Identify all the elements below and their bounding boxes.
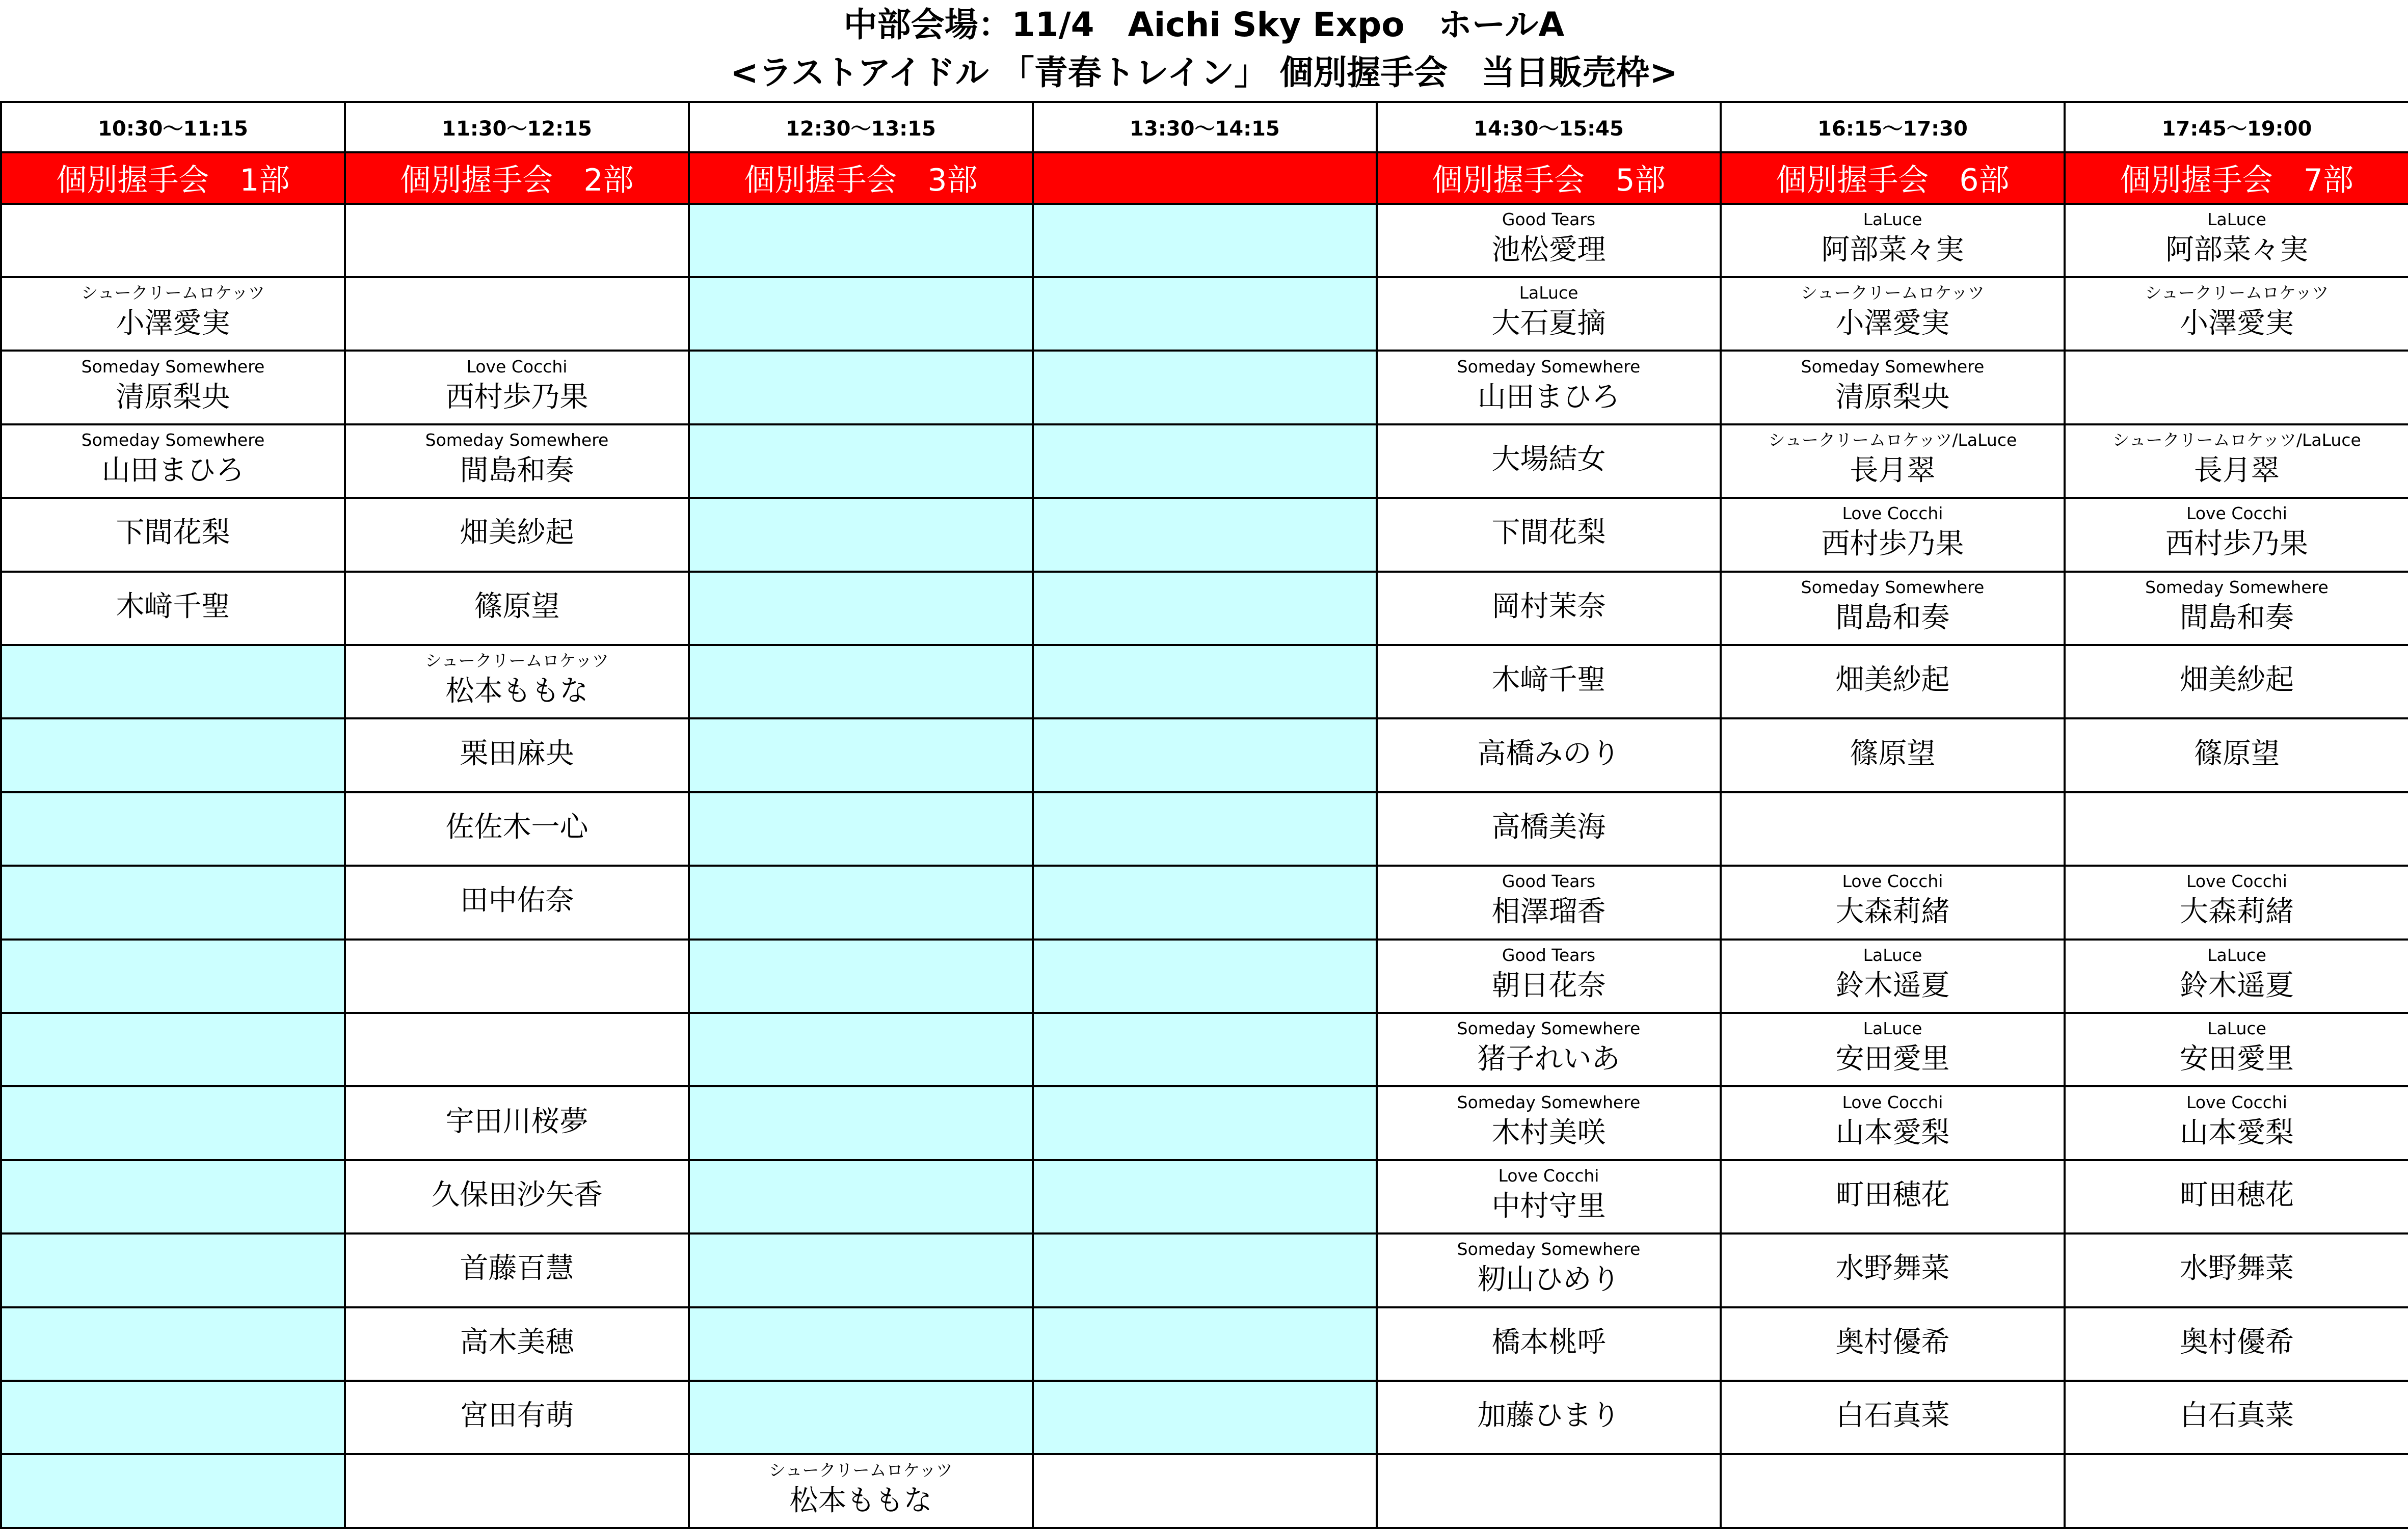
group-name: Someday Somewhere [1457,356,1641,377]
unavailable-slot-cell [1033,351,1377,424]
document-header [0,0,2408,101]
member-slot-cell [1721,351,2065,424]
member-slot-cell [1721,792,2065,866]
member-name: 間島和奏 [460,453,574,487]
group-name: Someday Somewhere [1457,1018,1641,1039]
unavailable-slot-cell [1,940,345,1013]
member-name: 久保田沙矢香 [431,1178,603,1212]
member-name: 間島和奏 [2180,601,2294,634]
unavailable-slot-cell [689,866,1033,939]
table-row [1,1013,2408,1086]
unavailable-slot-cell [689,1233,1033,1307]
member-slot-cell [2065,277,2408,351]
time-slot-header: 13:30～14:15 [1033,102,1377,152]
group-name: シュークリームロケッツ/LaLuce [1768,430,2017,450]
member-slot-cell [1721,498,2065,571]
unavailable-slot-cell [689,1307,1033,1381]
member-name: 加藤ひまり [1477,1399,1620,1433]
table-row [1,424,2408,498]
unavailable-slot-cell [689,1013,1033,1086]
member-slot-cell [1377,498,1721,571]
member-name: 猪子れいあ [1477,1042,1620,1076]
session-header [1033,152,1377,203]
member-slot-cell [1721,645,2065,718]
member-slot-cell [345,351,689,424]
group-name: Love Cocchi [1842,503,1943,524]
member-slot-cell [2065,204,2408,277]
group-name: LaLuce [1519,283,1578,303]
group-name: Love Cocchi [1842,1092,1943,1112]
time-slot-header-row [1,102,2408,152]
time-slot-header: 17:45～19:00 [2065,102,2408,152]
member-name: 下間花梨 [116,516,230,550]
member-slot-cell [1377,572,1721,645]
unavailable-slot-cell [1,1381,345,1454]
member-slot-cell [1721,277,2065,351]
table-row [1,572,2408,645]
member-slot-cell [1721,424,2065,498]
table-row [1,351,2408,424]
unavailable-slot-cell [689,351,1033,424]
page-title: 中部会場：11/4 Aichi Sky Expo ホールA [843,5,1565,44]
group-name: LaLuce [2207,945,2266,965]
table-row [1,718,2408,792]
group-name: Someday Somewhere [81,430,265,450]
member-name: 首藤百慧 [460,1252,574,1285]
member-name: 大森莉緒 [1835,895,1950,929]
group-name: Love Cocchi [1842,871,1943,892]
member-name: 長月翠 [2194,453,2280,487]
member-slot-cell [1721,204,2065,277]
member-name: 木村美咲 [1491,1116,1606,1149]
member-name: 篠原望 [474,589,560,623]
member-name: 山本愛梨 [2180,1116,2294,1149]
member-name: 町田穂花 [2180,1178,2294,1212]
member-name: 西村歩乃果 [445,380,588,414]
unavailable-slot-cell [1033,1086,1377,1160]
time-slot-header: 14:30～15:45 [1377,102,1721,152]
group-name: シュークリームロケッツ [81,283,265,303]
group-name: シュークリームロケッツ [2145,283,2329,303]
time-slot-header: 12:30～13:15 [689,102,1033,152]
member-slot-cell [2065,572,2408,645]
session-header: 個別握手会 1部 [1,152,345,203]
unavailable-slot-cell [689,940,1033,1013]
member-slot-cell [1721,1086,2065,1160]
table-row [1,940,2408,1013]
table-row [1,1160,2408,1233]
unavailable-slot-cell [689,718,1033,792]
member-slot-cell [1721,1381,2065,1454]
member-slot-cell [1,204,345,277]
unavailable-slot-cell [1,792,345,866]
member-slot-cell [345,1381,689,1454]
group-name: Someday Somewhere [425,430,609,450]
unavailable-slot-cell [689,1086,1033,1160]
member-name: 宇田川桜夢 [445,1105,588,1138]
member-slot-cell [1377,1160,1721,1233]
table-row [1,277,2408,351]
member-name: 大石夏摘 [1491,307,1606,340]
member-slot-cell [345,424,689,498]
unavailable-slot-cell [689,1160,1033,1233]
member-name: 畑美紗起 [2180,663,2294,697]
table-row [1,792,2408,866]
member-slot-cell [2065,1454,2408,1528]
member-name: 西村歩乃果 [2165,527,2308,561]
member-slot-cell [2065,498,2408,571]
group-name: Good Tears [1502,945,1596,965]
member-slot-cell [1377,204,1721,277]
member-slot-cell [1033,1454,1377,1528]
member-name: 籾山ひめり [1477,1263,1620,1297]
member-slot-cell [345,792,689,866]
group-name: LaLuce [2207,1018,2266,1039]
member-name: 水野舞菜 [2180,1252,2294,1285]
member-slot-cell [2065,1381,2408,1454]
member-slot-cell [1377,1086,1721,1160]
member-slot-cell [2065,718,2408,792]
member-name: 山田まひろ [101,453,245,487]
unavailable-slot-cell [1,1013,345,1086]
member-slot-cell [1,424,345,498]
member-name: 宮田有萌 [460,1399,574,1433]
unavailable-slot-cell [689,204,1033,277]
member-name: 佐佐木一心 [445,811,588,844]
unavailable-slot-cell [1033,1013,1377,1086]
member-name: 町田穂花 [1835,1178,1950,1212]
member-name: 白石真菜 [2180,1399,2294,1433]
handshake-schedule-table [0,101,2408,1529]
member-name: 阿部菜々実 [1821,233,1964,266]
table-row [1,498,2408,571]
unavailable-slot-cell [689,424,1033,498]
unavailable-slot-cell [1033,1160,1377,1233]
member-name: 安田愛里 [1835,1042,1950,1076]
member-slot-cell [345,940,689,1013]
member-name: 橋本桃呼 [1491,1325,1606,1359]
member-slot-cell [1377,866,1721,939]
unavailable-slot-cell [1033,1381,1377,1454]
member-slot-cell [1377,1381,1721,1454]
member-slot-cell [2065,792,2408,866]
table-row [1,1381,2408,1454]
group-name: Someday Somewhere [1457,1092,1641,1112]
unavailable-slot-cell [1033,792,1377,866]
member-name: 畑美紗起 [1835,663,1950,697]
table-row [1,204,2408,277]
session-header-row [1,152,2408,203]
group-name: Love Cocchi [2186,503,2287,524]
member-slot-cell [2065,1233,2408,1307]
member-slot-cell [1377,1307,1721,1381]
member-slot-cell [345,1233,689,1307]
member-name: 奥村優希 [1835,1325,1950,1359]
member-name: 長月翠 [1850,453,1936,487]
member-name: 水野舞菜 [1835,1252,1950,1285]
member-slot-cell [1377,424,1721,498]
member-slot-cell [1721,1454,2065,1528]
member-slot-cell [1,498,345,571]
unavailable-slot-cell [689,645,1033,718]
unavailable-slot-cell [1,645,345,718]
member-name: 木﨑千聖 [116,589,230,623]
group-name: Someday Somewhere [1801,356,1985,377]
unavailable-slot-cell [1033,498,1377,571]
member-slot-cell [689,1454,1033,1528]
member-name: 松本ももな [789,1484,932,1517]
session-header: 個別握手会 7部 [2065,152,2408,203]
member-name: 池松愛理 [1491,233,1606,266]
unavailable-slot-cell [1,718,345,792]
member-slot-cell [1377,718,1721,792]
member-name: 大場結女 [1491,442,1606,476]
member-name: 小澤愛実 [1835,307,1950,340]
member-name: 大森莉緒 [2180,895,2294,929]
table-row [1,866,2408,939]
member-slot-cell [1377,645,1721,718]
member-name: 鈴木遥夏 [1835,969,1950,1002]
unavailable-slot-cell [1033,204,1377,277]
group-name: LaLuce [1863,945,1922,965]
unavailable-slot-cell [689,572,1033,645]
unavailable-slot-cell [1033,866,1377,939]
unavailable-slot-cell [1,1233,345,1307]
member-slot-cell [345,718,689,792]
member-name: 安田愛里 [2180,1042,2294,1076]
member-slot-cell [1,351,345,424]
group-name: Someday Somewhere [81,356,265,377]
member-name: 田中佑奈 [460,884,574,918]
member-name: 西村歩乃果 [1821,527,1964,561]
member-slot-cell [345,866,689,939]
member-name: 阿部菜々実 [2165,233,2308,266]
member-name: 高橋美海 [1491,811,1606,844]
member-name: 清原梨央 [116,380,230,414]
member-slot-cell [1377,1454,1721,1528]
member-slot-cell [2065,1013,2408,1086]
unavailable-slot-cell [1,1454,345,1528]
member-name: 木﨑千聖 [1491,663,1606,697]
member-name: 中村守里 [1491,1190,1606,1223]
member-slot-cell [2065,866,2408,939]
member-name: 篠原望 [2194,737,2280,770]
session-header: 個別握手会 6部 [1721,152,2065,203]
session-header: 個別握手会 5部 [1377,152,1721,203]
member-slot-cell [1377,1013,1721,1086]
unavailable-slot-cell [1033,940,1377,1013]
unavailable-slot-cell [1033,277,1377,351]
group-name: Love Cocchi [2186,1092,2287,1112]
member-name: 高橋みのり [1477,737,1620,770]
group-name: シュークリームロケッツ [1801,283,1985,303]
member-name: 松本ももな [445,675,588,708]
member-slot-cell [2065,1086,2408,1160]
session-header: 個別握手会 3部 [689,152,1033,203]
member-name: 畑美紗起 [460,516,574,550]
member-slot-cell [345,1086,689,1160]
member-slot-cell [345,1307,689,1381]
member-name: 小澤愛実 [2180,307,2294,340]
member-slot-cell [345,277,689,351]
unavailable-slot-cell [689,277,1033,351]
unavailable-slot-cell [1,1160,345,1233]
member-slot-cell [345,1013,689,1086]
group-name: Good Tears [1502,209,1596,229]
member-slot-cell [1721,572,2065,645]
member-slot-cell [2065,1307,2408,1381]
member-name: 小澤愛実 [116,307,230,340]
member-slot-cell [1721,718,2065,792]
member-name: 間島和奏 [1835,601,1950,634]
group-name: シュークリームロケッツ [769,1460,953,1480]
member-name: 鈴木遥夏 [2180,969,2294,1002]
member-name: 篠原望 [1850,737,1936,770]
unavailable-slot-cell [689,1381,1033,1454]
table-row [1,1307,2408,1381]
unavailable-slot-cell [1033,424,1377,498]
member-slot-cell [2065,351,2408,424]
group-name: シュークリームロケッツ/LaLuce [2112,430,2361,450]
table-row [1,1086,2408,1160]
member-slot-cell [1721,1160,2065,1233]
unavailable-slot-cell [689,498,1033,571]
member-slot-cell [1377,940,1721,1013]
member-name: 相澤瑠香 [1491,895,1606,929]
member-slot-cell [1721,940,2065,1013]
member-slot-cell [345,572,689,645]
member-slot-cell [1721,1233,2065,1307]
group-name: シュークリームロケッツ [425,651,609,671]
group-name: Love Cocchi [1498,1166,1599,1186]
table-row [1,1233,2408,1307]
member-slot-cell [2065,424,2408,498]
group-name: LaLuce [1863,1018,1922,1039]
unavailable-slot-cell [1033,718,1377,792]
group-name: Someday Somewhere [1457,1239,1641,1259]
member-name: 清原梨央 [1835,380,1950,414]
member-name: 朝日花奈 [1491,969,1606,1002]
member-slot-cell [345,1160,689,1233]
page-subtitle: <ラストアイドル 「青春トレイン」 個別握手会 当日販売枠> [730,53,1678,92]
unavailable-slot-cell [1033,1307,1377,1381]
member-slot-cell [345,498,689,571]
member-slot-cell [1377,277,1721,351]
unavailable-slot-cell [1,1086,345,1160]
unavailable-slot-cell [689,792,1033,866]
time-slot-header: 11:30～12:15 [345,102,689,152]
member-slot-cell [2065,1160,2408,1233]
member-slot-cell [345,1454,689,1528]
member-slot-cell [1377,1233,1721,1307]
time-slot-header: 10:30～11:15 [1,102,345,152]
member-slot-cell [2065,940,2408,1013]
member-slot-cell [1,572,345,645]
member-name: 岡村茉奈 [1491,589,1606,623]
table-row [1,1454,2408,1528]
member-slot-cell [1377,792,1721,866]
session-header: 個別握手会 2部 [345,152,689,203]
group-name: Good Tears [1502,871,1596,892]
unavailable-slot-cell [1033,1233,1377,1307]
group-name: LaLuce [1863,209,1922,229]
member-slot-cell [1721,866,2065,939]
member-slot-cell [2065,645,2408,718]
group-name: Love Cocchi [466,356,568,377]
table-row [1,645,2408,718]
member-slot-cell [1721,1307,2065,1381]
member-slot-cell [345,645,689,718]
group-name: Someday Somewhere [2145,577,2329,597]
member-name: 山本愛梨 [1835,1116,1950,1149]
member-name: 栗田麻央 [460,737,574,770]
member-name: 高木美穂 [460,1325,574,1359]
member-name: 山田まひろ [1477,380,1620,414]
member-slot-cell [345,204,689,277]
unavailable-slot-cell [1,1307,345,1381]
member-name: 白石真菜 [1835,1399,1950,1433]
group-name: Someday Somewhere [1801,577,1985,597]
unavailable-slot-cell [1,866,345,939]
group-name: LaLuce [2207,209,2266,229]
member-slot-cell [1721,1013,2065,1086]
member-slot-cell [1377,351,1721,424]
time-slot-header: 16:15～17:30 [1721,102,2065,152]
group-name: Love Cocchi [2186,871,2287,892]
member-name: 奥村優希 [2180,1325,2294,1359]
member-slot-cell [1,277,345,351]
unavailable-slot-cell [1033,645,1377,718]
unavailable-slot-cell [1033,572,1377,645]
member-name: 下間花梨 [1491,516,1606,550]
